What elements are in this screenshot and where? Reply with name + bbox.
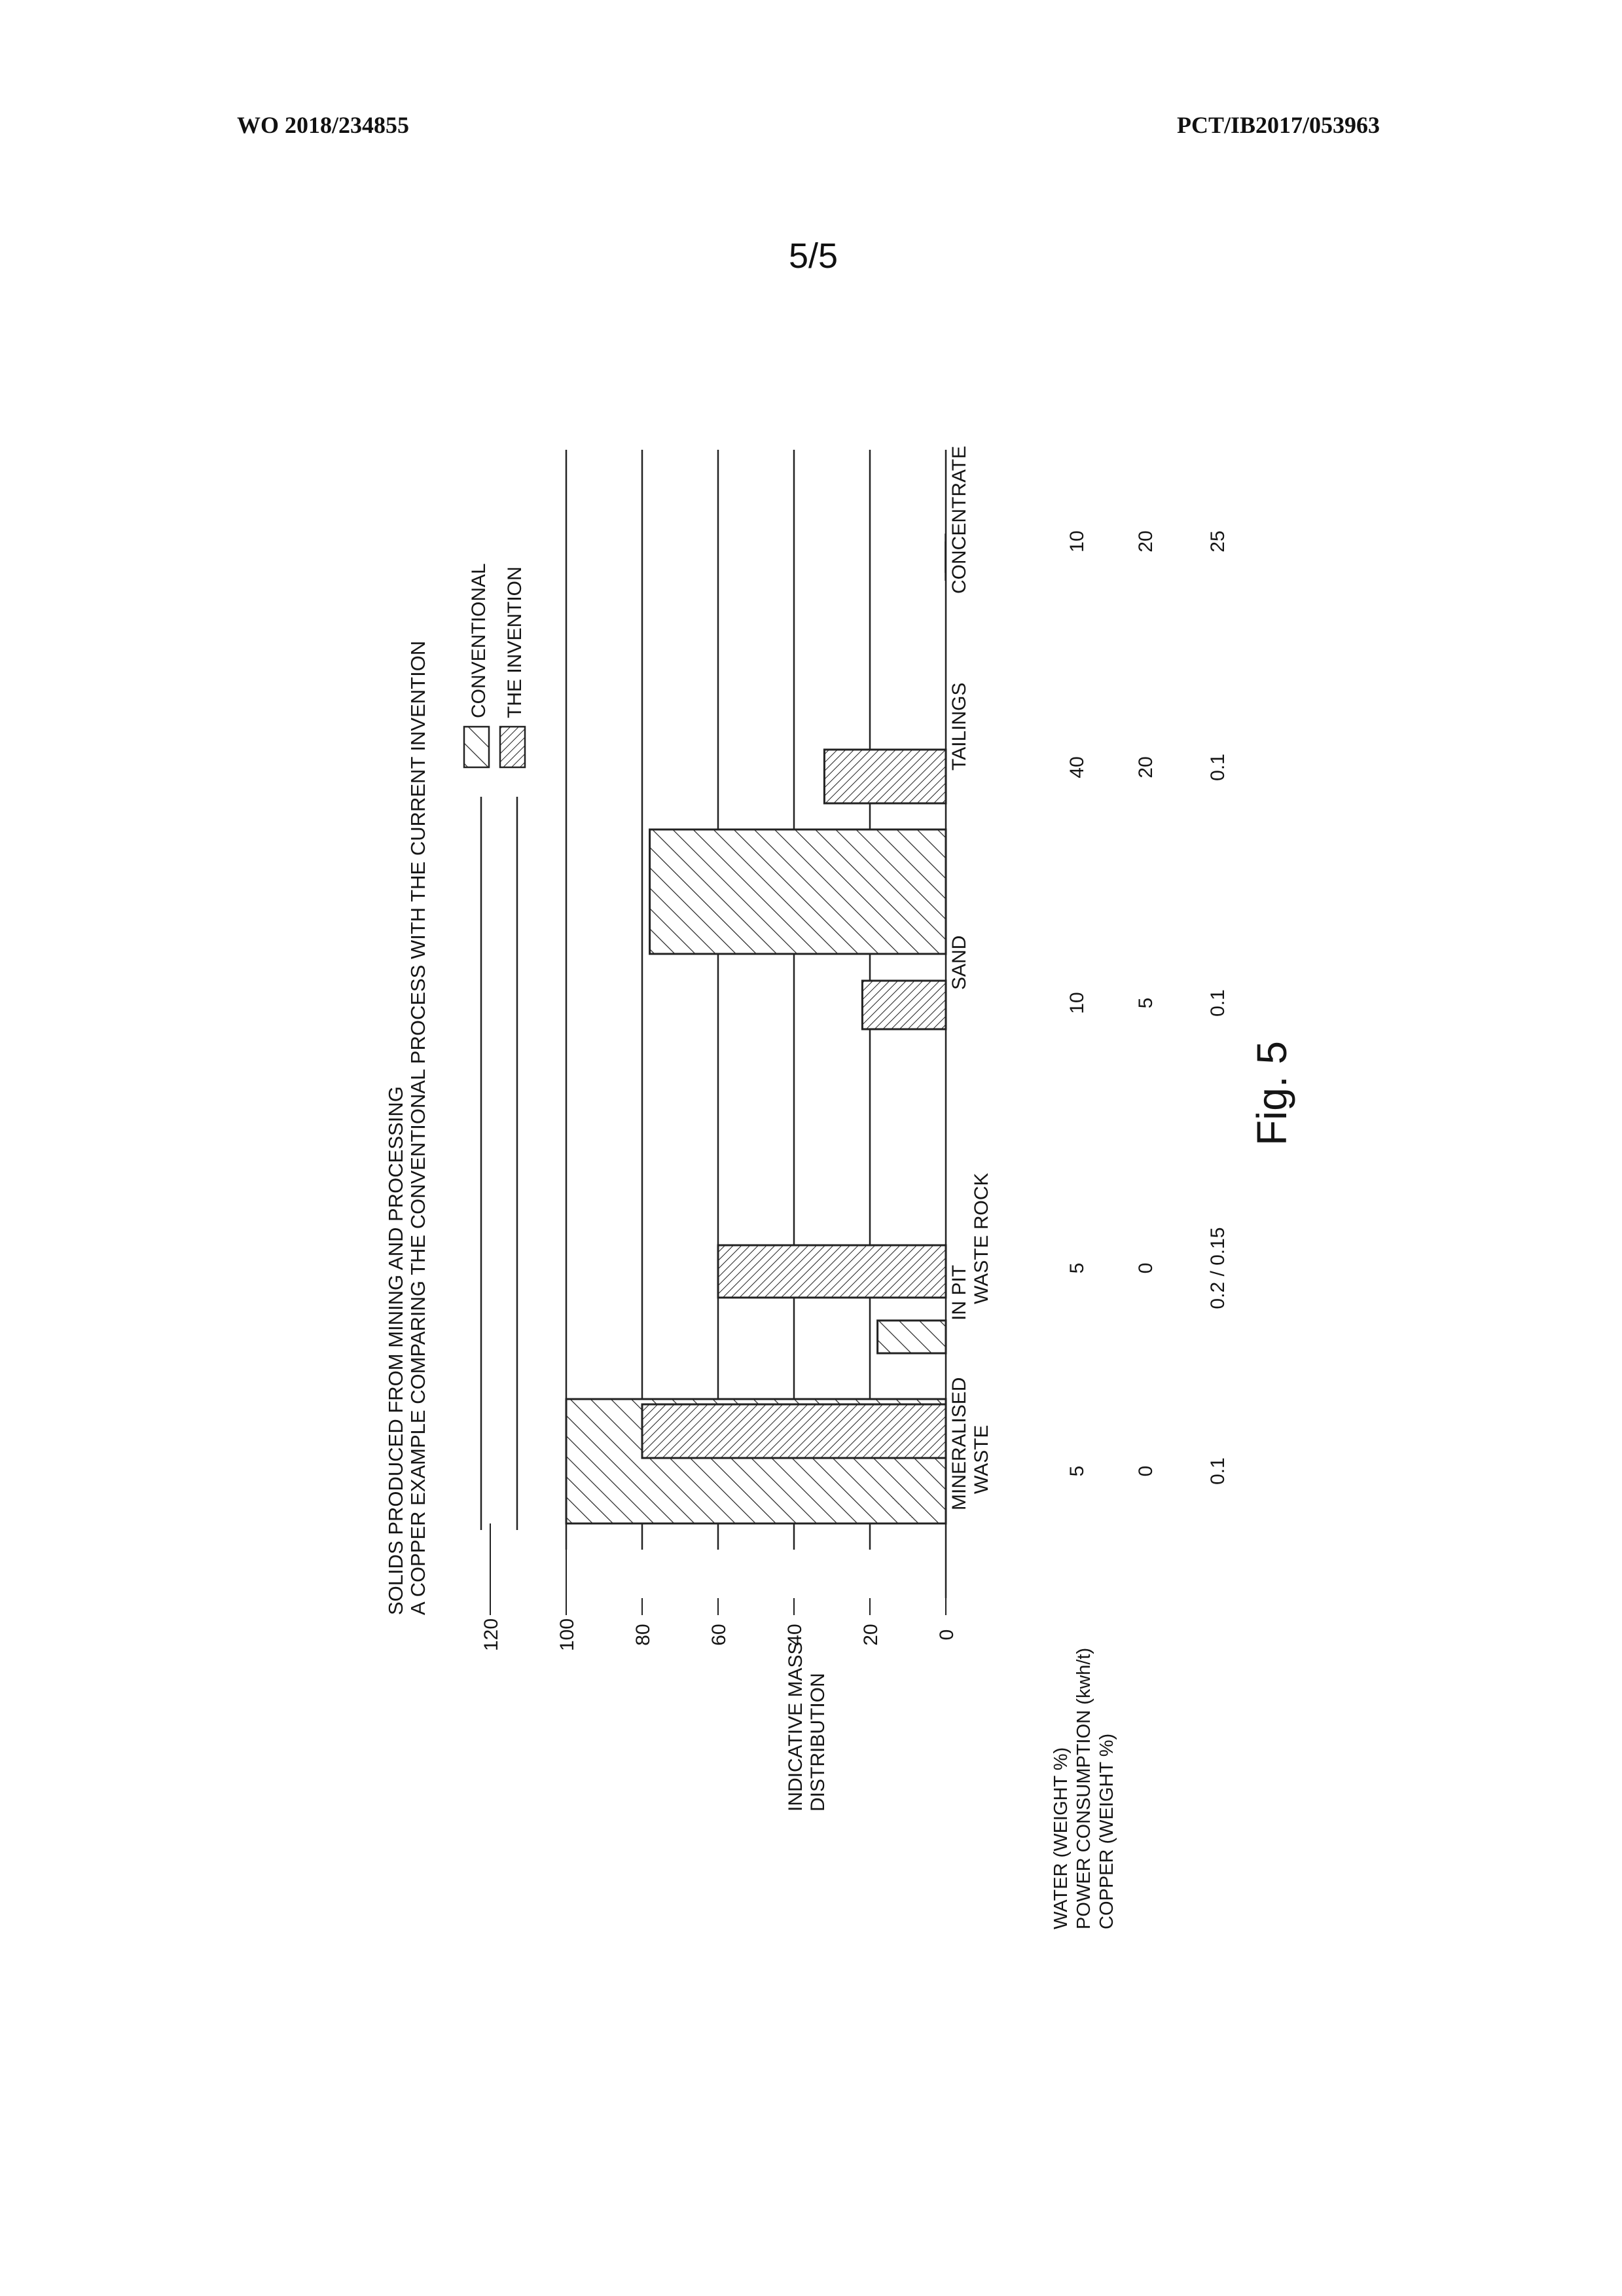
table-cell: 20 bbox=[1135, 530, 1157, 553]
table-cell: 10 bbox=[1066, 530, 1088, 553]
bar-the-invention bbox=[642, 1404, 946, 1458]
table-cell: 0.1 bbox=[1207, 754, 1229, 781]
y-tick-label: 40 bbox=[784, 1624, 806, 1646]
category-label: SAND bbox=[948, 935, 970, 990]
category-label: MINERALISED bbox=[948, 1377, 970, 1510]
table-cell: 20 bbox=[1135, 756, 1157, 778]
legend-label: CONVENTIONAL bbox=[468, 563, 490, 718]
table-cell: 5 bbox=[1066, 1465, 1088, 1477]
legend-label: THE INVENTION bbox=[504, 566, 526, 718]
bar-the-invention bbox=[824, 750, 946, 803]
category-label: WASTE ROCK bbox=[971, 1173, 992, 1304]
publication-number: WO 2018/234855 bbox=[237, 112, 410, 138]
table-cell: 5 bbox=[1066, 1262, 1088, 1274]
y-tick-label: 60 bbox=[708, 1624, 730, 1646]
category-label: TAILINGS bbox=[948, 682, 970, 771]
bar-the-invention bbox=[862, 981, 946, 1029]
figure-label: Fig. 5 bbox=[1248, 1040, 1295, 1146]
table-row-label: WATER (WEIGHT %) bbox=[1051, 1747, 1072, 1929]
table-cell: 0 bbox=[1135, 1465, 1157, 1477]
bar-conventional bbox=[650, 829, 946, 954]
bar-conventional bbox=[878, 1321, 946, 1353]
table-cell: 5 bbox=[1135, 997, 1157, 1009]
legend-swatch bbox=[500, 727, 525, 767]
table-cell: 0.1 bbox=[1207, 989, 1229, 1017]
y-tick-label: 20 bbox=[860, 1624, 882, 1646]
table-row-label: POWER CONSUMPTION (kwh/t) bbox=[1073, 1647, 1094, 1929]
category-label: WASTE bbox=[971, 1425, 992, 1494]
y-axis-label: DISTRIBUTION bbox=[807, 1673, 829, 1812]
table-row-label: COPPER (WEIGHT %) bbox=[1096, 1733, 1117, 1929]
bar-the-invention bbox=[718, 1245, 946, 1298]
y-tick-label: 100 bbox=[556, 1618, 578, 1652]
chart-title: A COPPER EXAMPLE COMPARING THE CONVENTIONAL PROCESS WITH THE CURRENT INVENTION bbox=[406, 640, 429, 1615]
category-label: IN PIT bbox=[948, 1264, 970, 1321]
y-tick-label: 120 bbox=[480, 1618, 502, 1652]
chart-title: SOLIDS PRODUCED FROM MINING AND PROCESSING bbox=[384, 1086, 407, 1615]
table-cell: 25 bbox=[1207, 530, 1229, 553]
table-cell: 10 bbox=[1066, 992, 1088, 1014]
y-tick-label: 0 bbox=[936, 1629, 958, 1641]
application-number: PCT/IB2017/053963 bbox=[1176, 112, 1380, 138]
table-cell: 0.2 / 0.15 bbox=[1207, 1227, 1229, 1309]
legend-swatch bbox=[464, 727, 489, 767]
table-cell: 40 bbox=[1066, 756, 1088, 778]
sheet-number-text: 5/5 bbox=[789, 236, 838, 276]
category-label: CONCENTRATE bbox=[948, 445, 970, 594]
y-tick-label: 80 bbox=[632, 1624, 654, 1646]
y-axis-label: INDICATIVE MASS bbox=[785, 1641, 806, 1812]
table-cell: 0.1 bbox=[1207, 1457, 1229, 1485]
table-cell: 0 bbox=[1135, 1262, 1157, 1274]
